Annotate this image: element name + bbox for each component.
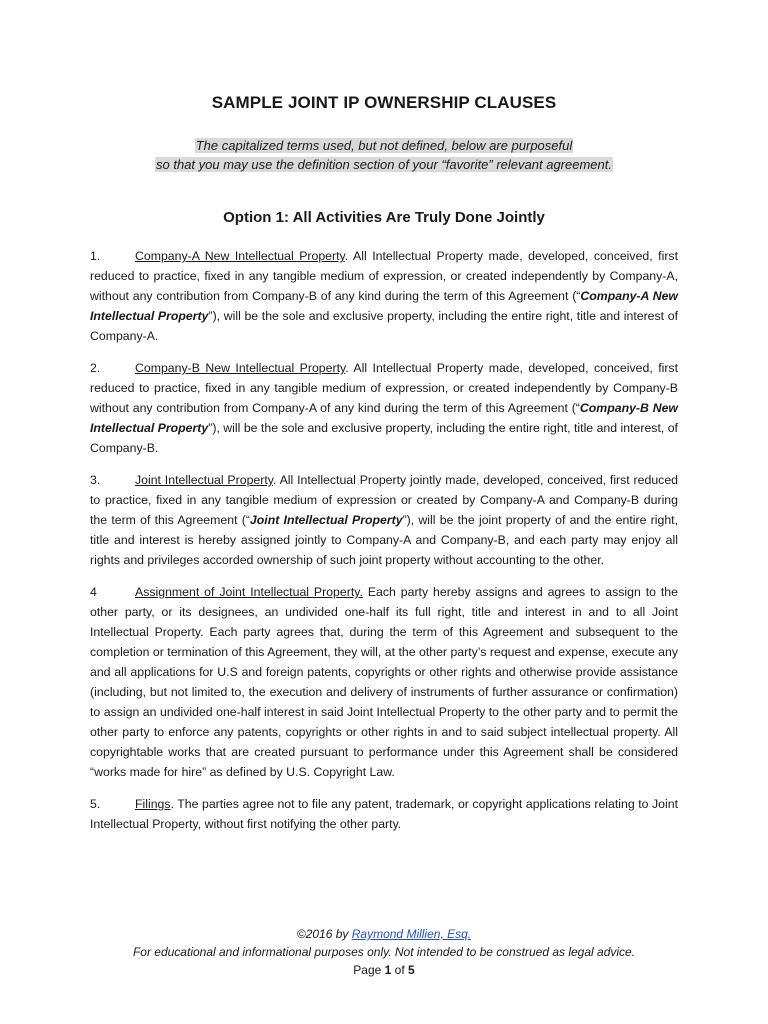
clause-text: . All Intellectual Property made, developed, conceived, first reduced to practice, fixed in any tangible medium of expression, or created independently by Company-B without any contribution from Company-A of any kind during the term of this Agreement (“ <box>90 361 678 415</box>
clause-number: 4 <box>90 585 97 599</box>
clause-heading: Joint Intellectual Property <box>135 473 273 487</box>
clause-heading: Company-A New Intellectual Property <box>135 249 345 263</box>
clause-1 <box>90 246 678 346</box>
copyright-line <box>0 925 768 943</box>
clause-text: Each party hereby assigns and agrees to assign to the other party, or its designees, an undivided one-half its full right, title and interest in and to all Joint Intellectual Property. Each party agrees that, during the term of this Agreement and subsequent to the completion or termination of this Agreement, they will, at the other party’s request and expense, execute any and all applications for U.S and foreign patents, copyrights or other rights and otherwise provide assistance (including, but not limited to, the execution and delivery of instruments of further assurance or confirmation) to assign an undivided one-half interest in said Joint Intellectual Property to the other party and to permit the other party to enforce any patents, copyrights or other rights in and to said subject intellectual property. All copyrightable works that are created pursuant to performance under this Agreement shall be considered “works made for hire” as defined by U.S. Copyright Law. <box>90 585 678 779</box>
page-label: Page <box>353 963 385 977</box>
subtitle-line-1: The capitalized terms used, but not defined, below are purposeful <box>195 138 573 153</box>
page-of: of <box>391 963 409 977</box>
clause-number: 1. <box>90 249 101 263</box>
document-subtitle <box>0 136 768 174</box>
clause-number: 3. <box>90 473 101 487</box>
clause-text: . All Intellectual Property made, developed, conceived, first reduced to practice, fixed in any tangible medium of expression, or created independently by Company-A, without any contribution from Company-B of any kind during the term of this Agreement (“ <box>90 249 678 303</box>
page-footer <box>0 925 768 979</box>
option-heading: Option 1: All Activities Are Truly Done Jointly <box>223 209 545 226</box>
disclaimer-text: For educational and informational purposes only. Not intended to be construed as legal advice. <box>132 945 636 959</box>
page-number <box>0 961 768 979</box>
clause-2 <box>90 358 678 458</box>
copyright-text: ©2016 by <box>296 927 352 941</box>
defined-term: Joint Intellectual Property <box>249 513 403 527</box>
clause-number: 5. <box>90 797 101 811</box>
clause-heading: Filings <box>135 797 171 811</box>
clause-text-after: ”), will be the joint property of and the entire right, title and interest is hereby assigned jointly to Company-A and Company-B, and each party may enjoy all rights and privileges accorded ownership of such joint property without accounting to the other. <box>90 513 679 567</box>
clause-3 <box>90 470 678 570</box>
subtitle-line-2: so that you may use the definition section of your “favorite” relevant agreement. <box>156 157 612 172</box>
clause-4 <box>90 582 678 782</box>
document-title: SAMPLE JOINT IP OWNERSHIP CLAUSES <box>211 93 557 112</box>
clause-list <box>90 246 678 846</box>
clause-text: . The parties agree not to file any patent, trademark, or copyright applications relating to Joint Intellectual Property, without first notifying the other party. <box>90 797 678 831</box>
page-total: 5 <box>408 963 415 977</box>
clause-heading: Company-B New Intellectual Property <box>135 361 346 375</box>
author-link[interactable]: Raymond Millien, Esq. <box>351 927 472 941</box>
defined-term: Company-B New Intellectual Property <box>90 401 678 435</box>
page-current: 1 <box>384 963 392 977</box>
clause-text-after: ”), will be the sole and exclusive property, including the entire right, title and interest, of Company-B. <box>90 421 678 455</box>
defined-term: Company-A New Intellectual Property <box>90 289 679 323</box>
clause-number: 2. <box>90 361 101 375</box>
clause-text-after: ”), will be the sole and exclusive property, including the entire right, title and interest of Company-A. <box>90 309 678 343</box>
clause-5 <box>90 794 678 834</box>
clause-text: . All Intellectual Property jointly made, developed, conceived, first reduced to practice, fixed in any tangible medium of expression or created by Company-A and Company-B during the term of this Agreement (“ <box>90 473 678 527</box>
clause-heading: Assignment of Joint Intellectual Property. <box>135 585 363 599</box>
